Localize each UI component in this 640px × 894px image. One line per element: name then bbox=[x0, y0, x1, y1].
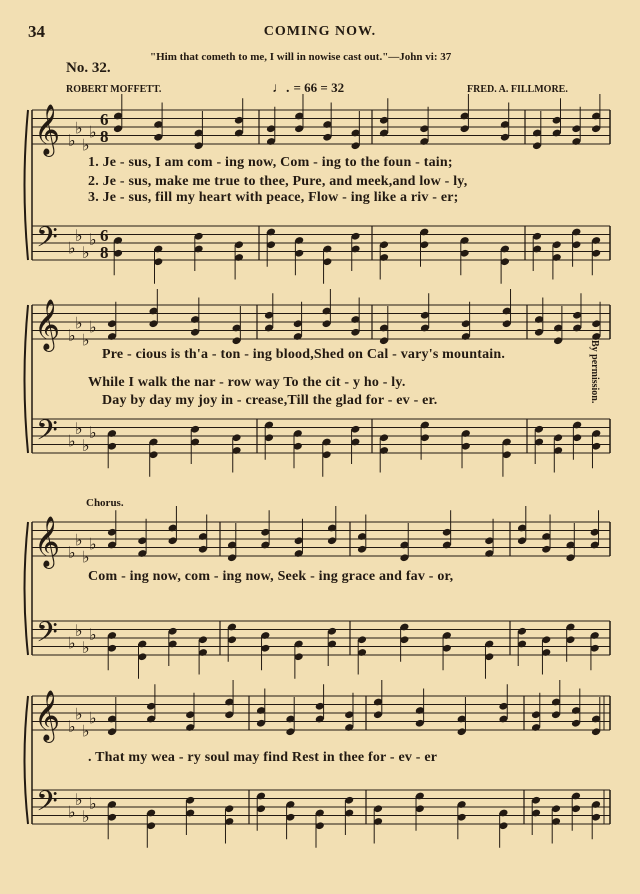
flat-icon: ♭ bbox=[75, 313, 83, 333]
flat-icon: ♭ bbox=[75, 225, 83, 245]
flat-icon: ♭ bbox=[75, 418, 83, 438]
flat-icon: ♭ bbox=[89, 534, 97, 554]
lyric-line: 2. Je - sus, make me true to thee, Pure, and meek,and low - ly, bbox=[88, 174, 468, 189]
flat-icon: ♭ bbox=[82, 721, 90, 741]
flat-icon: ♭ bbox=[75, 704, 83, 724]
page-title: COMING NOW. bbox=[263, 24, 377, 39]
flat-icon: ♭ bbox=[68, 431, 76, 451]
treble-clef-icon: 𝄞 bbox=[34, 104, 61, 155]
flat-icon: ♭ bbox=[89, 423, 97, 442]
treble-clef-icon: 𝄞 bbox=[34, 690, 61, 741]
flat-icon: ♭ bbox=[89, 625, 97, 644]
brace-icon bbox=[25, 522, 29, 655]
flat-icon: ♭ bbox=[68, 717, 76, 736]
flat-icon: ♭ bbox=[89, 230, 97, 249]
chorus-label: Chorus. bbox=[86, 497, 124, 509]
flat-icon: ♭ bbox=[68, 633, 76, 653]
lyric-line: Com - ing now, com - ing now, Seek - ing grace and fav - or, bbox=[88, 569, 454, 584]
lyric-line: 3. Je - sus, fill my heart with peace, Flow - ing like a riv - er; bbox=[88, 190, 459, 205]
treble-clef-icon: 𝄞 bbox=[34, 516, 61, 567]
bass-clef-icon: 𝄢 bbox=[36, 414, 58, 454]
brace-icon bbox=[25, 305, 29, 453]
flat-icon: ♭ bbox=[75, 620, 83, 640]
bass-clef-icon: 𝄢 bbox=[36, 616, 58, 656]
time-signature-digit: 6 bbox=[100, 110, 109, 129]
flat-icon: ♭ bbox=[68, 326, 76, 345]
flat-icon: ♭ bbox=[82, 637, 90, 657]
flat-icon: ♭ bbox=[82, 806, 90, 826]
lyric-line: 1. Je - sus, I am com - ing now, Com - ing to the foun - tain; bbox=[88, 155, 453, 170]
composer-credit: FRED. A. FILLMORE. bbox=[467, 84, 568, 95]
flat-icon: ♭ bbox=[68, 238, 76, 258]
epigraph-verse: "Him that cometh to me, I will in nowise cast out."—John vi: 37 bbox=[150, 51, 452, 63]
brace-icon bbox=[25, 696, 29, 824]
flat-icon: ♭ bbox=[89, 317, 97, 337]
bass-clef-icon: 𝄢 bbox=[36, 221, 58, 261]
flat-icon: ♭ bbox=[68, 543, 76, 562]
dotted-quarter-note-icon: ♩. bbox=[272, 81, 290, 96]
flat-icon: ♭ bbox=[82, 135, 90, 155]
flat-icon: ♭ bbox=[75, 118, 83, 138]
time-signature-digit: 8 bbox=[100, 127, 109, 146]
treble-clef-icon: 𝄞 bbox=[34, 299, 61, 350]
hymn-number: No. 32. bbox=[66, 60, 111, 76]
flat-icon: ♭ bbox=[68, 802, 76, 822]
page-number: 34 bbox=[28, 22, 45, 41]
time-signature-digit: 8 bbox=[100, 243, 109, 262]
bass-clef-icon: 𝄢 bbox=[36, 785, 58, 825]
lyric-line: Pre - cious is th'a - ton - ing blood,Shed on Cal - vary's mountain. bbox=[102, 347, 506, 362]
lyricist-credit: ROBERT MOFFETT. bbox=[66, 84, 162, 95]
flat-icon: ♭ bbox=[68, 131, 76, 150]
flat-icon: ♭ bbox=[89, 794, 97, 813]
flat-icon: ♭ bbox=[75, 789, 83, 809]
flat-icon: ♭ bbox=[82, 330, 90, 350]
time-signature-digit: 6 bbox=[100, 226, 109, 245]
flat-icon: ♭ bbox=[82, 242, 90, 262]
flat-icon: ♭ bbox=[82, 435, 90, 455]
flat-icon: ♭ bbox=[75, 530, 83, 550]
flat-icon: ♭ bbox=[89, 122, 97, 142]
flat-icon: ♭ bbox=[82, 547, 90, 567]
tempo-value: = 66 = 32 bbox=[293, 80, 345, 95]
brace-icon bbox=[25, 110, 29, 260]
flat-icon: ♭ bbox=[89, 708, 97, 728]
lyric-line: While I walk the nar - row way To the cit - y ho - ly. bbox=[88, 375, 406, 390]
permission-note: By permission. bbox=[589, 340, 600, 404]
lyric-line: . That my wea - ry soul may find Rest in thee for - ev - er bbox=[88, 750, 438, 765]
lyric-line: Day by day my joy in - crease,Till the glad for - ev - er. bbox=[102, 393, 438, 408]
